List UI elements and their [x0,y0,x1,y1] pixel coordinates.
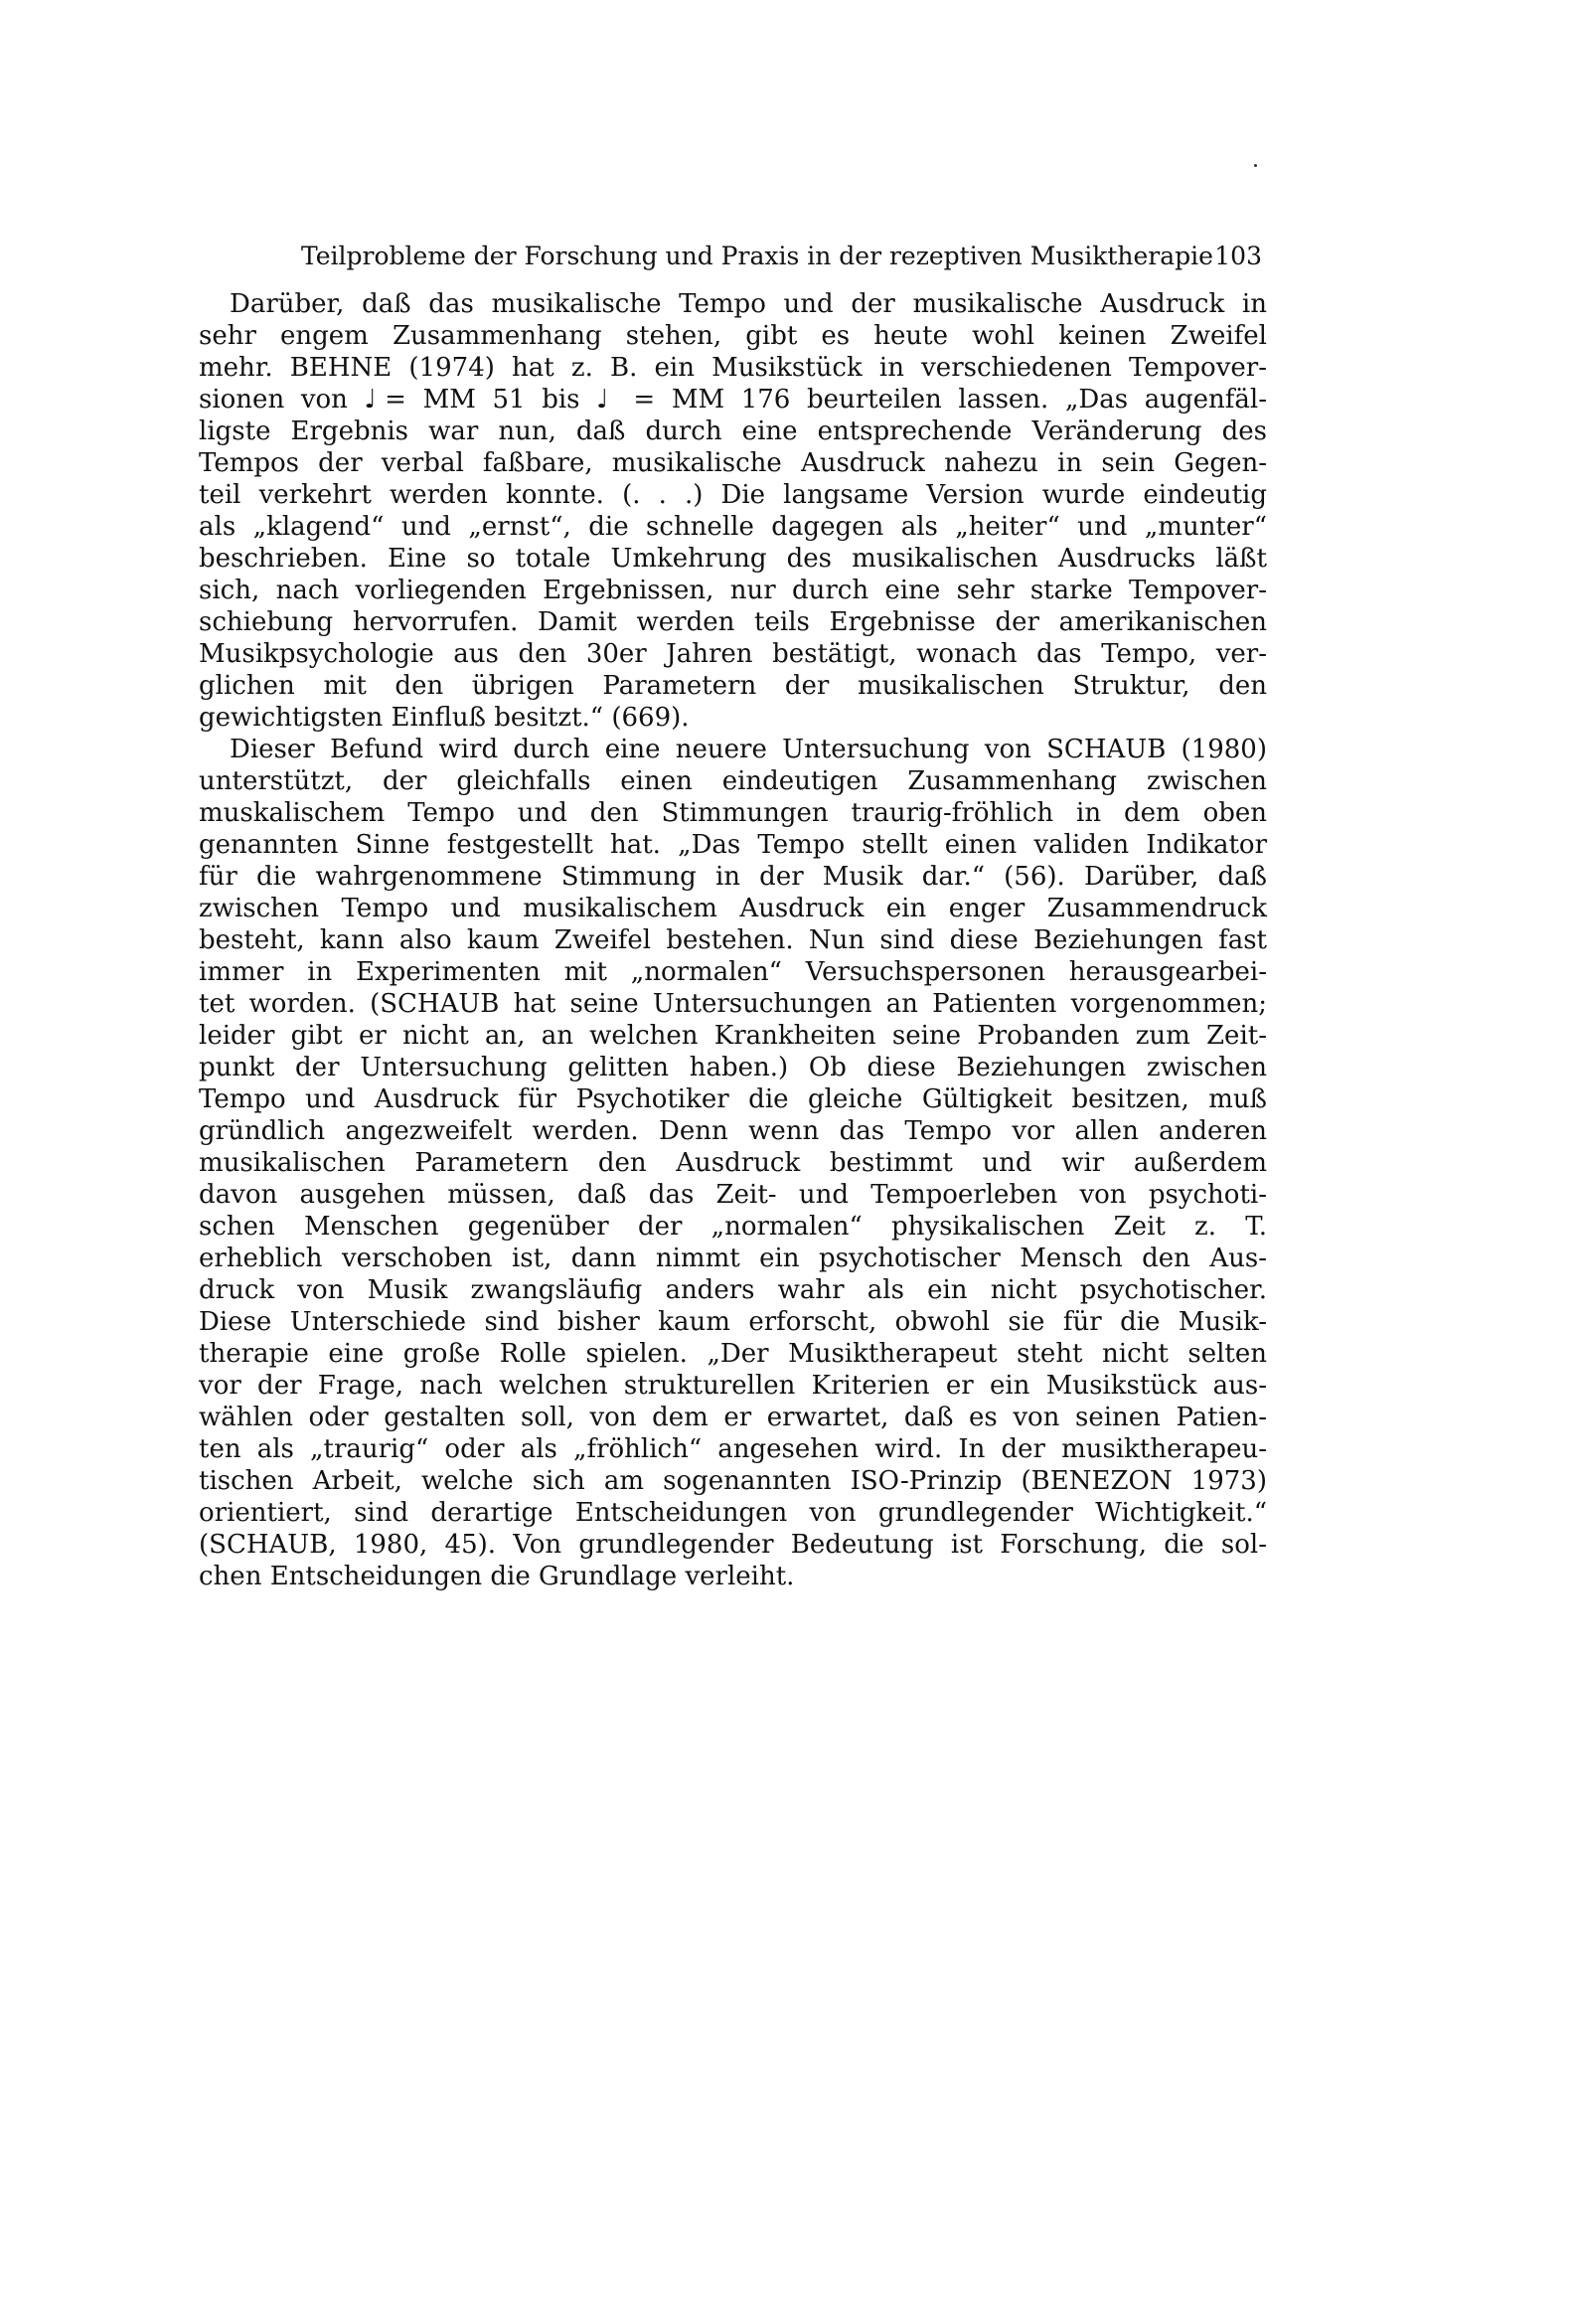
text-line: orientiert, sind derartige Entscheidungen von grundlegender Wichtigkeit.“ [199,1498,1267,1528]
text-line: sionen von ♩= MM 51 bis ♩ = MM 176 beurteilen lassen. „Das augenfäl- [199,385,1267,415]
text-line: sich, nach vorliegenden Ergebnissen, nur durch eine sehr starke Tempover- [199,576,1267,605]
text-line: erheblich verschoben ist, dann nimmt ein psychotischer Mensch den Aus- [199,1244,1267,1273]
print-speck [1254,164,1257,167]
text-line: muskalischem Tempo und den Stimmungen traurig-fröhlich in dem oben [199,798,1267,828]
text-line: Diese Unterschiede sind bisher kaum erforscht, obwohl sie für die Musik- [199,1307,1267,1337]
text-line: wählen oder gestalten soll, von dem er erwartet, daß es von seinen Patien- [199,1403,1267,1432]
text-line: druck von Musik zwangsläufig anders wahr als ein nicht psychotischer. [199,1275,1267,1305]
running-title: Teilprobleme der Forschung und Praxis in der rezeptiven Musiktherapie [301,242,1213,270]
text-line: schiebung hervorrufen. Damit werden teils Ergebnisse der amerikanischen [199,607,1267,637]
text-line: gründlich angezweifelt werden. Denn wenn das Tempo vor allen anderen [199,1116,1267,1146]
text-line: vor der Frage, nach welchen strukturellen Kriterien er ein Musikstück aus- [199,1371,1267,1401]
text-line: Dieser Befund wird durch eine neuere Untersuchung von SCHAUB (1980) [230,735,1267,764]
text-line: gewichtigsten Einfluß besitzt.“ (669). [199,703,690,733]
text-line: sehr engem Zusammenhang stehen, gibt es heute wohl keinen Zweifel [199,321,1267,351]
text-line: ligste Ergebnis war nun, daß durch eine entsprechende Veränderung des [199,416,1267,446]
text-line: punkt der Untersuchung gelitten haben.) Ob diese Beziehungen zwischen [199,1053,1267,1082]
text-line: Tempo und Ausdruck für Psychotiker die gleiche Gültigkeit besitzen, muß [199,1084,1267,1114]
text-line: für die wahrgenommene Stimmung in der Musik dar.“ (56). Darüber, daß [199,862,1267,892]
text-line: davon ausgehen müssen, daß das Zeit- und Tempoerleben von psychoti- [199,1180,1267,1210]
page-header [301,240,1262,273]
text-line: mehr. BEHNE (1974) hat z. B. ein Musikstück in verschiedenen Tempover- [199,353,1267,383]
text-line: Musikpsychologie aus den 30er Jahren bestätigt, wonach das Tempo, ver- [199,639,1267,669]
text-line: musikalischen Parametern den Ausdruck bestimmt und wir außerdem [199,1148,1267,1178]
text-line: tet worden. (SCHAUB hat seine Untersuchungen an Patienten vorgenommen; [199,989,1267,1019]
text-line: immer in Experimenten mit „normalen“ Versuchspersonen herausgearbei- [199,957,1267,987]
text-line: besteht, kann also kaum Zweifel bestehen. Nun sind diese Beziehungen fast [199,925,1267,955]
text-line: leider gibt er nicht an, an welchen Krankheiten seine Probanden zum Zeit- [199,1021,1267,1051]
text-line: genannten Sinne festgestellt hat. „Das Tempo stellt einen validen Indikator [199,830,1267,860]
text-line: beschrieben. Eine so totale Umkehrung des musikalischen Ausdrucks läßt [199,544,1267,574]
text-line: zwischen Tempo und musikalischem Ausdruck ein enger Zusammendruck [199,894,1267,923]
text-line: glichen mit den übrigen Parametern der musikalischen Struktur, den [199,671,1267,701]
text-line: therapie eine große Rolle spielen. „Der Musiktherapeut steht nicht selten [199,1339,1267,1369]
text-line: schen Menschen gegenüber der „normalen“ physikalischen Zeit z. T. [199,1212,1267,1242]
text-line: teil verkehrt werden konnte. (. . .) Die langsame Version wurde eindeutig [199,480,1267,510]
page-number: 103 [1214,242,1262,270]
body-text [199,288,1267,1592]
text-line: (SCHAUB, 1980, 45). Von grundlegender Bedeutung ist Forschung, die sol- [199,1530,1267,1560]
text-line: als „klagend“ und „ernst“, die schnelle dagegen als „heiter“ und „munter“ [199,512,1267,542]
text-line: ten als „traurig“ oder als „fröhlich“ angesehen wird. In der musiktherapeu- [199,1434,1267,1464]
text-line: Darüber, daß das musikalische Tempo und der musikalische Ausdruck in [230,289,1267,319]
text-line: unterstützt, der gleichfalls einen eindeutigen Zusammenhang zwischen [199,766,1267,796]
text-line: chen Entscheidungen die Grundlage verleiht. [199,1562,795,1591]
text-line: Tempos der verbal faßbare, musikalische Ausdruck nahezu in sein Gegen- [199,448,1267,478]
text-line: tischen Arbeit, welche sich am sogenannten ISO-Prinzip (BENEZON 1973) [199,1466,1267,1496]
